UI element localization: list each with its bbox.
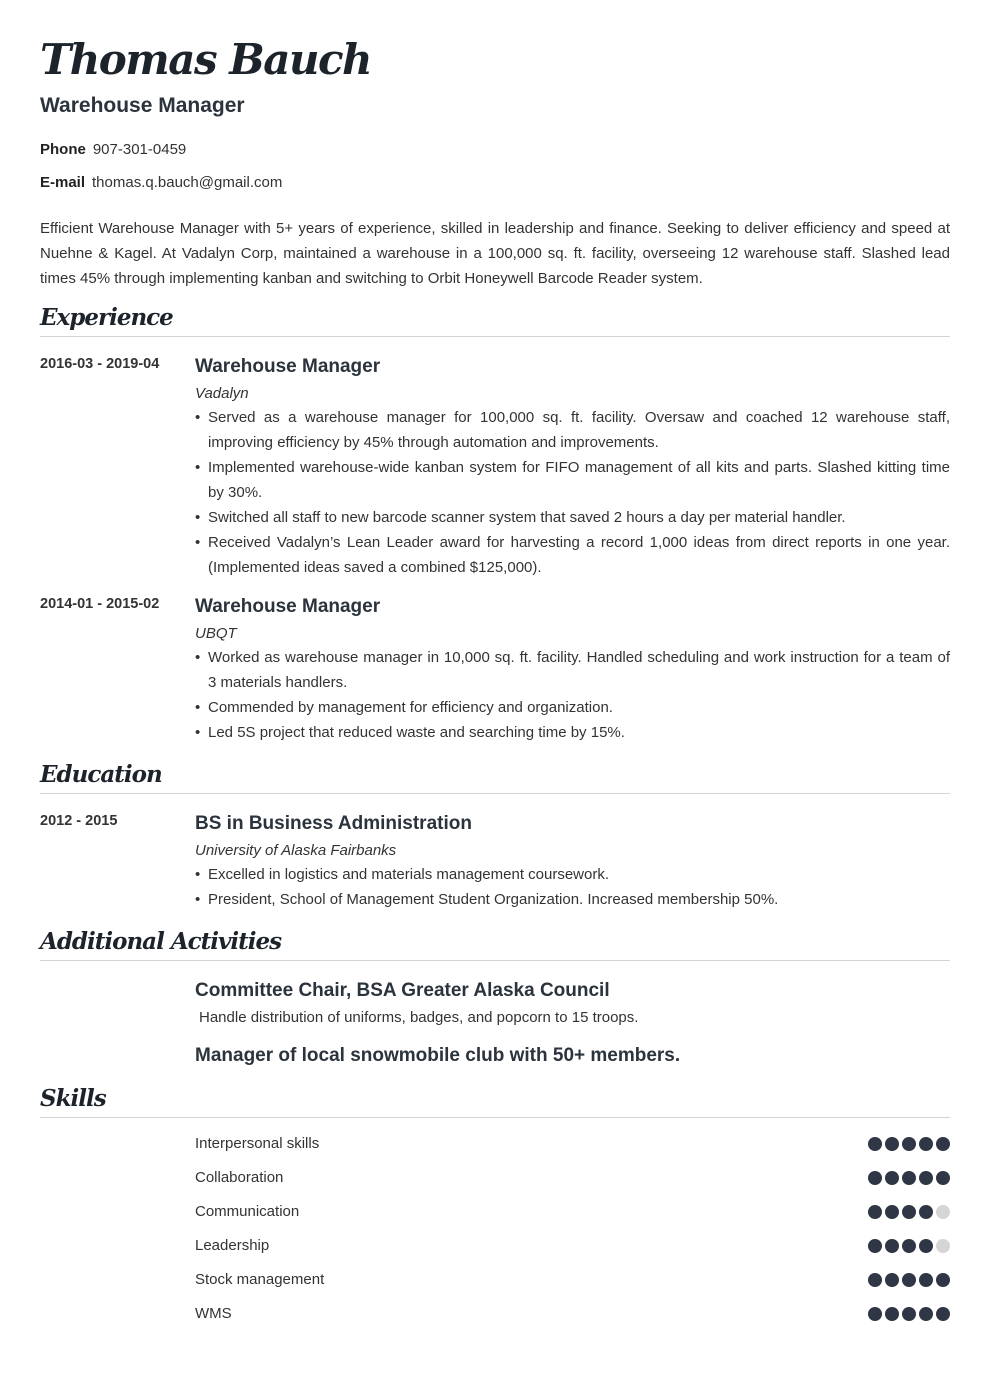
activity-title: Manager of local snowmobile club with 50+ members. bbox=[195, 1045, 681, 1066]
experience-company: UBQT bbox=[195, 625, 237, 642]
bullet-mark: • bbox=[195, 891, 201, 908]
rating-dot-filled bbox=[919, 1273, 933, 1287]
rating-dot-filled bbox=[885, 1137, 899, 1151]
rating-dot-filled bbox=[902, 1171, 916, 1185]
rating-dot-filled bbox=[919, 1137, 933, 1151]
bullet-mark: • bbox=[195, 649, 201, 666]
bullet-mark: • bbox=[195, 409, 201, 426]
rating-dot-filled bbox=[885, 1273, 899, 1287]
rating-dot-filled bbox=[919, 1205, 933, 1219]
bullet-mark: • bbox=[195, 699, 201, 716]
rating-dot-filled bbox=[885, 1205, 899, 1219]
rating-dot-empty bbox=[936, 1239, 950, 1253]
candidate-name: Thomas Bauch bbox=[40, 35, 372, 84]
candidate-title: Warehouse Manager bbox=[40, 94, 245, 117]
bullet-mark: • bbox=[195, 509, 201, 526]
rating-dot-filled bbox=[919, 1239, 933, 1253]
email-label: E-mail bbox=[40, 174, 86, 191]
rating-dot-filled bbox=[936, 1171, 950, 1185]
education-details bbox=[195, 811, 950, 912]
rating-dot-filled bbox=[868, 1171, 882, 1185]
rating-dot-filled bbox=[936, 1273, 950, 1287]
experience-bullets bbox=[195, 405, 950, 580]
rating-dot-filled bbox=[902, 1273, 916, 1287]
experience-details bbox=[195, 354, 950, 580]
skill-rating bbox=[865, 1171, 950, 1185]
bullet-mark: • bbox=[195, 534, 201, 551]
rating-dot-filled bbox=[868, 1239, 882, 1253]
phone-value[interactable]: 907-301-0459 bbox=[92, 141, 187, 158]
activities-heading: Additional Activities bbox=[40, 927, 950, 961]
skill-row bbox=[195, 1236, 950, 1270]
skill-name: Stock management bbox=[195, 1271, 325, 1288]
skill-name: Leadership bbox=[195, 1237, 270, 1254]
rating-dot-empty bbox=[936, 1205, 950, 1219]
bullet-item: • President, School of Management Student Organization. Increased membership 50%. bbox=[195, 887, 950, 912]
phone-label: Phone bbox=[40, 141, 86, 158]
experience-title: Warehouse Manager bbox=[195, 356, 381, 377]
bullet-item: • Received Vadalyn’s Lean Leader award for harvesting a record 1,000 ideas from direct reports in one year. (Implemented ideas saved a combined $125,000). bbox=[195, 530, 950, 580]
skill-row bbox=[195, 1304, 950, 1338]
rating-dot-filled bbox=[936, 1307, 950, 1321]
rating-dot-filled bbox=[902, 1239, 916, 1253]
rating-dot-filled bbox=[885, 1171, 899, 1185]
rating-dot-filled bbox=[885, 1307, 899, 1321]
skill-row bbox=[195, 1202, 950, 1236]
email-line bbox=[40, 174, 282, 191]
bullet-item: • Served as a warehouse manager for 100,000 sq. ft. facility. Oversaw and coached 12 warehouse staff, improving efficiency by 45% through automation and improvements. bbox=[195, 405, 950, 455]
skill-rating bbox=[865, 1307, 950, 1321]
skill-rating bbox=[865, 1273, 950, 1287]
activity-details bbox=[195, 978, 950, 1029]
activity-detail: Handle distribution of uniforms, badges, and popcorn to 15 troops. bbox=[199, 1009, 639, 1026]
bullet-mark: • bbox=[195, 459, 201, 476]
experience-details bbox=[195, 594, 950, 745]
experience-dates: 2014-01 - 2015-02 bbox=[40, 596, 160, 612]
skill-row bbox=[195, 1270, 950, 1304]
education-school: University of Alaska Fairbanks bbox=[195, 842, 397, 859]
bullet-item: • Implemented warehouse-wide kanban system for FIFO management of all kits and parts. Slashed kitting time by 30%. bbox=[195, 455, 950, 505]
education-heading: Education bbox=[40, 760, 950, 794]
rating-dot-filled bbox=[868, 1205, 882, 1219]
rating-dot-filled bbox=[868, 1137, 882, 1151]
experience-company: Vadalyn bbox=[195, 385, 249, 402]
bullet-item: • Switched all staff to new barcode scanner system that saved 2 hours a day per material handler. bbox=[195, 505, 950, 530]
bullet-item: • Excelled in logistics and materials management coursework. bbox=[195, 862, 950, 887]
bullet-item: • Commended by management for efficiency and organization. bbox=[195, 695, 950, 720]
rating-dot-filled bbox=[919, 1171, 933, 1185]
bullet-mark: • bbox=[195, 866, 201, 883]
rating-dot-filled bbox=[902, 1205, 916, 1219]
rating-dot-filled bbox=[902, 1137, 916, 1151]
rating-dot-filled bbox=[902, 1307, 916, 1321]
rating-dot-filled bbox=[868, 1273, 882, 1287]
education-bullets bbox=[195, 862, 950, 912]
skill-name: Interpersonal skills bbox=[195, 1135, 320, 1152]
skill-rating bbox=[865, 1239, 950, 1253]
bullet-item: • Worked as warehouse manager in 10,000 sq. ft. facility. Handled scheduling and work instruction for a team of 3 materials handlers. bbox=[195, 645, 950, 695]
email-value[interactable]: thomas.q.bauch@gmail.com bbox=[92, 174, 283, 191]
summary-paragraph: Efficient Warehouse Manager with 5+ years of experience, skilled in leadership and finance. Seeking to deliver efficiency and speed at Nuehne & Kagel. At Vadalyn Corp, maintained a warehouse in a 100,000 sq. ft. facility, overseeing 12 warehouse staff. Slashed lead times 45% through implementing kanban and switching to Orbit Honeywell Barcode Reader system. bbox=[40, 220, 950, 287]
activity-details bbox=[195, 1043, 950, 1069]
skill-rating bbox=[865, 1137, 950, 1151]
rating-dot-filled bbox=[885, 1239, 899, 1253]
activity-title: Committee Chair, BSA Greater Alaska Council bbox=[195, 980, 610, 1001]
skill-row bbox=[195, 1134, 950, 1168]
phone-line bbox=[40, 141, 186, 158]
rating-dot-filled bbox=[868, 1307, 882, 1321]
rating-dot-filled bbox=[936, 1137, 950, 1151]
rating-dot-filled bbox=[919, 1307, 933, 1321]
experience-bullets bbox=[195, 645, 950, 745]
skill-name: WMS bbox=[195, 1305, 232, 1322]
experience-title: Warehouse Manager bbox=[195, 596, 381, 617]
skills-heading: Skills bbox=[40, 1084, 950, 1118]
skill-rating bbox=[865, 1205, 950, 1219]
experience-heading: Experience bbox=[40, 303, 950, 337]
skill-name: Communication bbox=[195, 1203, 300, 1220]
skill-row bbox=[195, 1168, 950, 1202]
experience-dates: 2016-03 - 2019-04 bbox=[40, 356, 160, 372]
bullet-item: • Led 5S project that reduced waste and searching time by 15%. bbox=[195, 720, 950, 745]
skill-name: Collaboration bbox=[195, 1169, 284, 1186]
education-dates: 2012 - 2015 bbox=[40, 813, 118, 829]
education-degree: BS in Business Administration bbox=[195, 813, 472, 834]
bullet-mark: • bbox=[195, 724, 201, 741]
